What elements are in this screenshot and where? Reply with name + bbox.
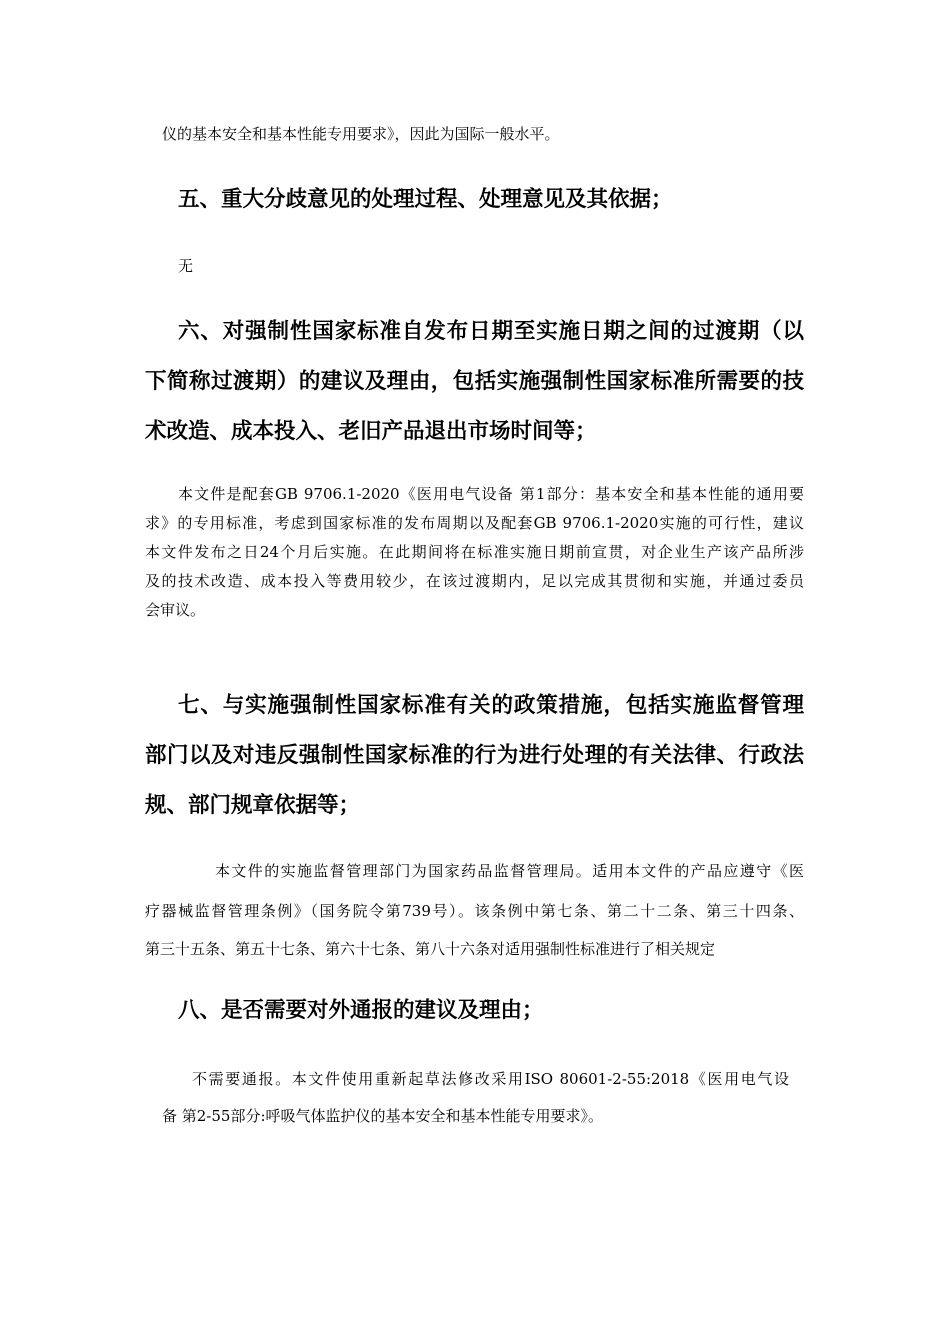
section-6-body-line: 求》的专用标准，考虑到国家标准的发布周期以及配套GB 9706.1-2020实施的可行性，建议 xyxy=(145,514,804,532)
intro-line: 仪的基本安全和基本性能专用要求》，因此为国际一般水平。 xyxy=(162,125,560,143)
section-7-heading-line: 七、与实施强制性国家标准有关的政策措施，包括实施监督管理 xyxy=(178,693,804,718)
section-8-body-line: 不需要通报。本文件使用重新起草法修改采用ISO 80601-2-55:2018《医用电气设 xyxy=(192,1070,789,1088)
section-6-heading-line: 下简称过渡期）的建议及理由，包括实施强制性国家标准所需要的技 xyxy=(145,369,804,394)
section-5-body: 无 xyxy=(178,257,194,275)
section-6-body-line: 本文件是配套GB 9706.1-2020《医用电气设备 第1部分：基本安全和基本性能的通用要 xyxy=(178,485,804,503)
section-5-heading: 五、重大分歧意见的处理过程、处理意见及其依据； xyxy=(178,187,673,212)
section-6-body-line: 及的技术改造、成本投入等费用较少，在该过渡期内，足以完成其贯彻和实施，并通过委员 xyxy=(145,572,804,590)
section-7-body-line: 疗器械监督管理条例》（国务院令第739号）。该条例中第七条、第二十二条、第三十四条、 xyxy=(145,902,804,920)
section-6-heading-line: 术改造、成本投入、老旧产品退出市场时间等； xyxy=(145,419,597,444)
section-8-body-line: 备 第2-55部分:呼吸气体监护仪的基本安全和基本性能专用要求》。 xyxy=(162,1107,604,1125)
section-7-body-line: 第三十五条、第五十七条、第六十七条、第八十六条对适用强制性标准进行了相关规定 xyxy=(145,940,716,958)
section-7-heading-line: 规、部门规章依据等； xyxy=(145,793,361,818)
section-7-heading-line: 部门以及对违反强制性国家标准的行为进行处理的有关法律、行政法 xyxy=(145,743,804,768)
section-6-body-line: 本文件发布之日24个月后实施。在此期间将在标准实施日期前宣贯，对企业生产该产品所涉 xyxy=(145,543,804,561)
section-8-heading: 八、是否需要对外通报的建议及理由； xyxy=(178,998,544,1023)
section-7-body-line: 本文件的实施监督管理部门为国家药品监督管理局。适用本文件的产品应遵守《医 xyxy=(215,862,804,880)
section-6-heading-line: 六、对强制性国家标准自发布日期至实施日期之间的过渡期（以 xyxy=(178,319,804,344)
section-6-body-line: 会审议。 xyxy=(145,601,206,619)
